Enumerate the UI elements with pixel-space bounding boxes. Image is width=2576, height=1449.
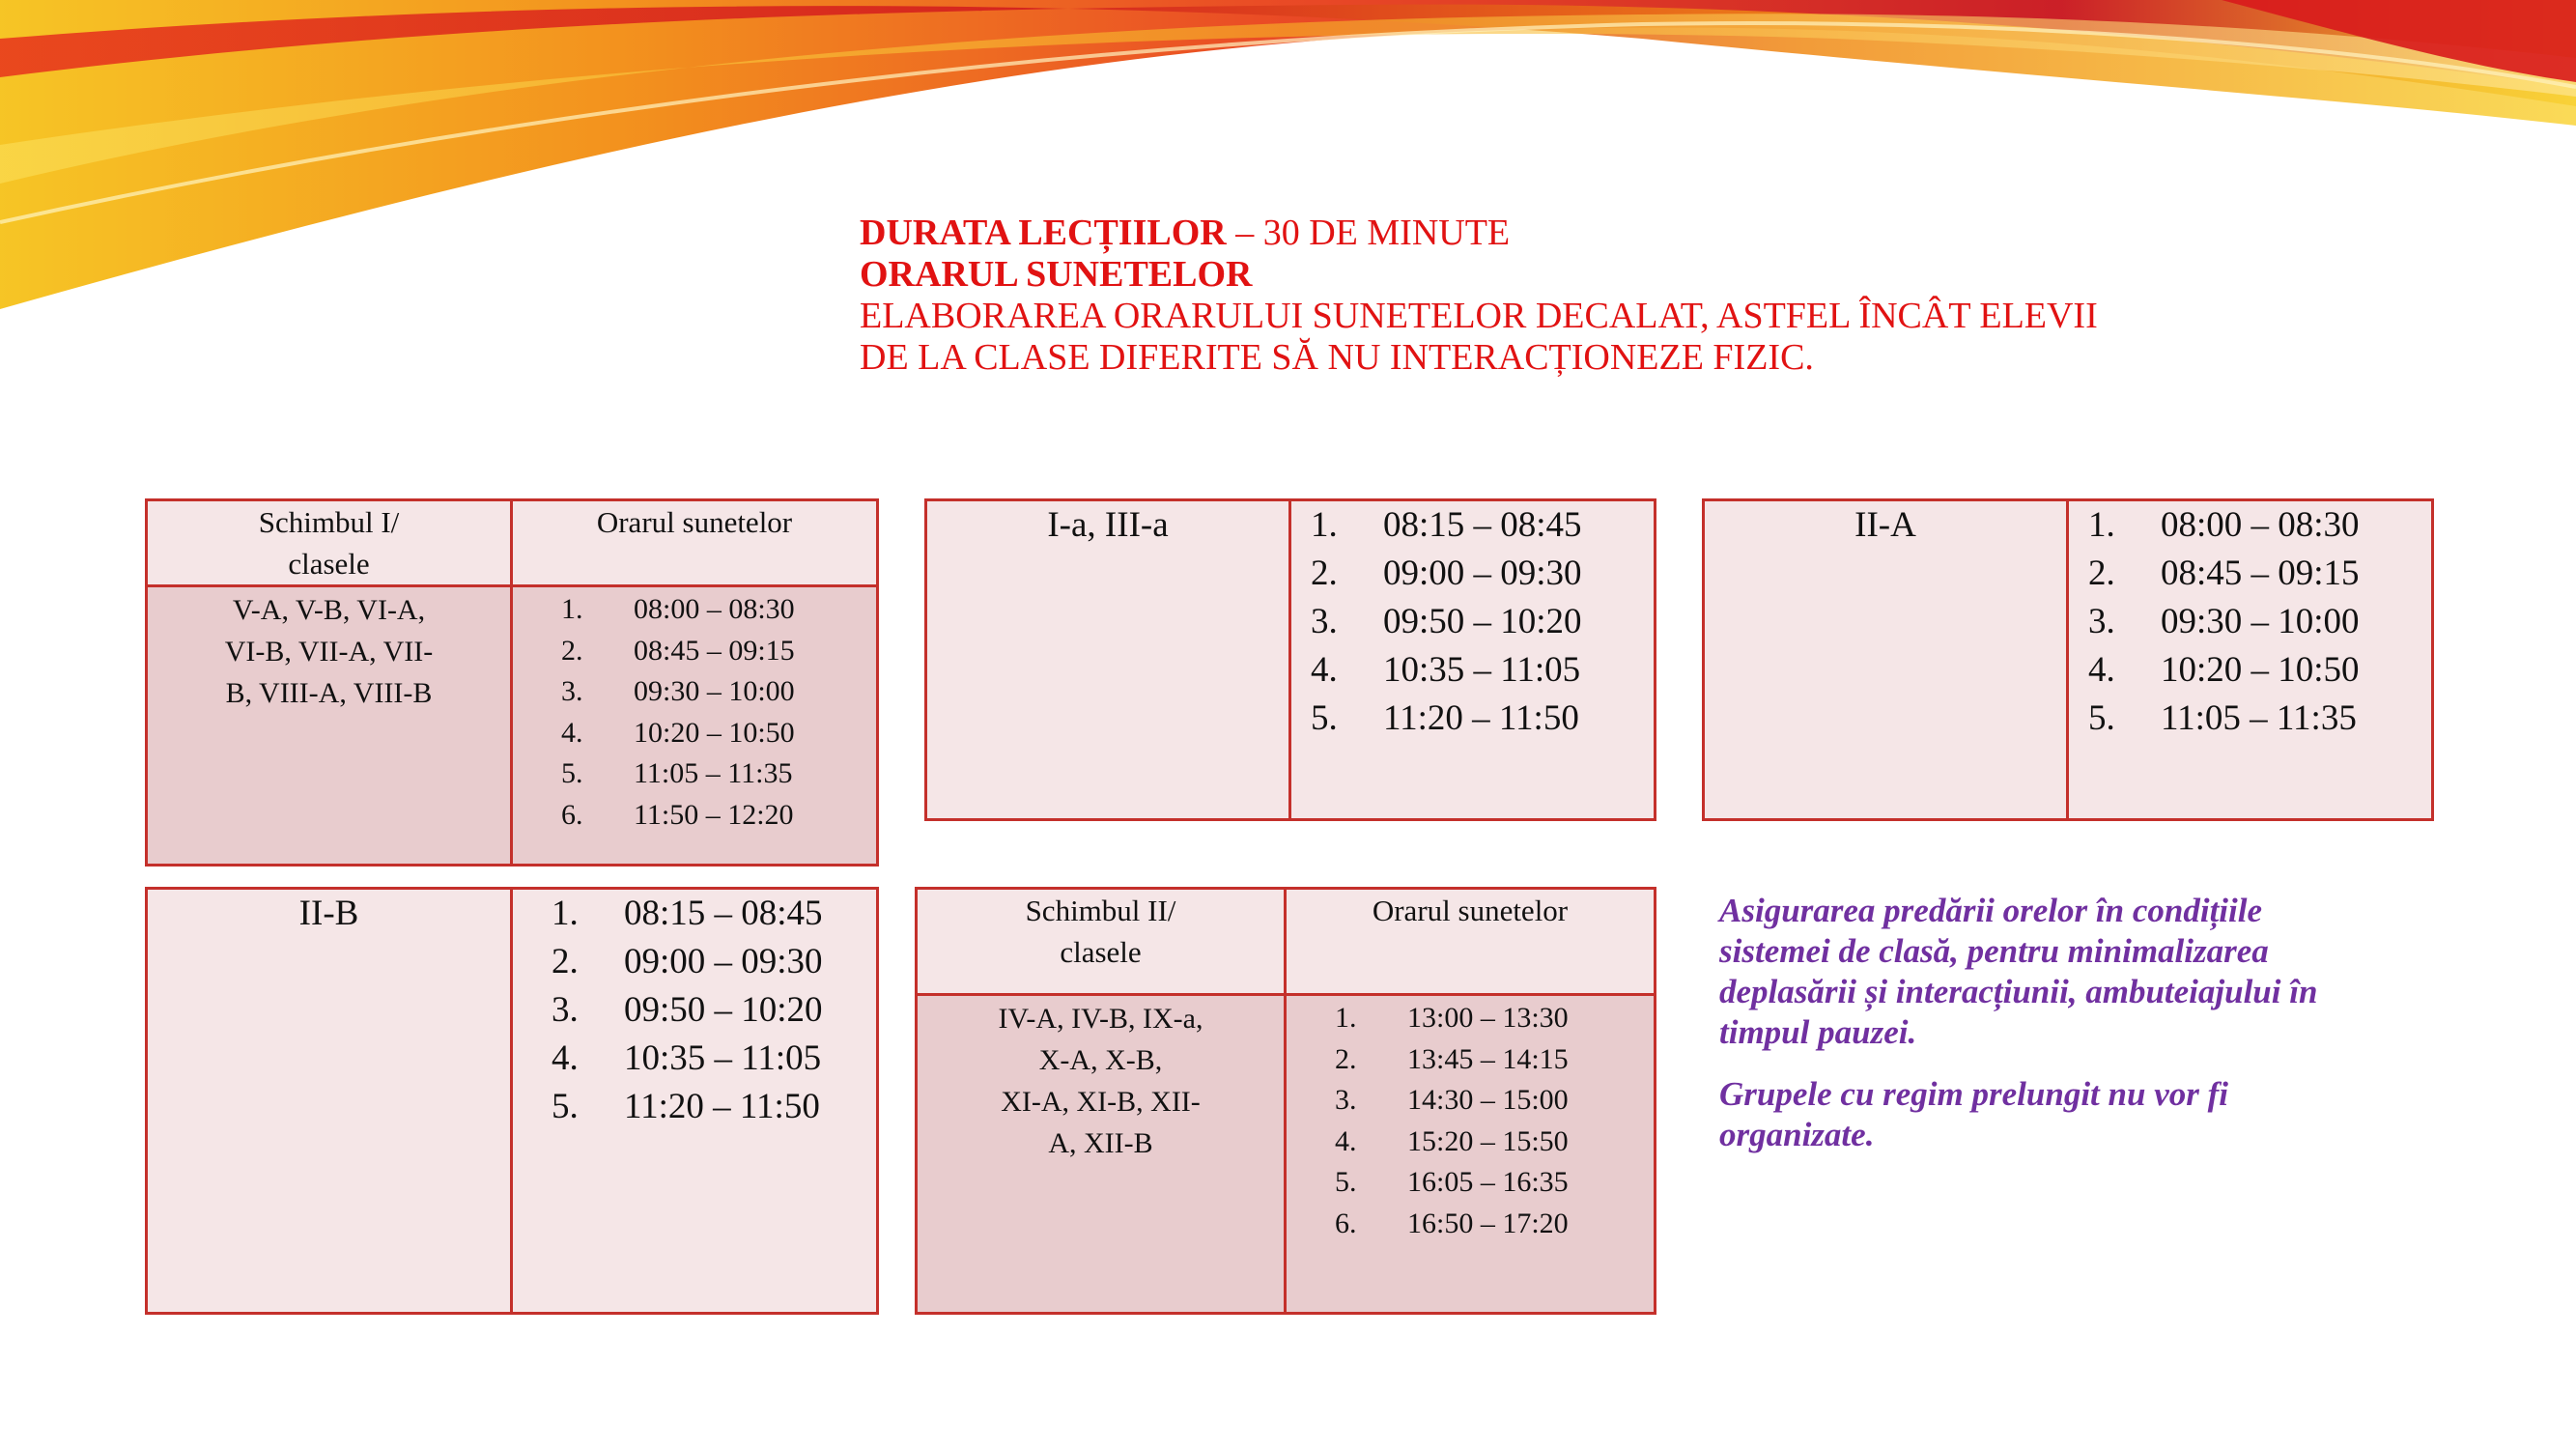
- shift2-header-subtitle: clasele: [1060, 935, 1142, 969]
- time-item: 4. 10:35 – 11:05: [1311, 650, 1581, 690]
- shift1-header-subtitle: clasele: [288, 547, 370, 581]
- heading-duration-value: – 30 DE MINUTE: [1226, 213, 1511, 253]
- shift1-classes-line: VI-B, VII-A, VII-: [224, 636, 434, 668]
- group-1a-3a-label-cell: [926, 500, 1290, 820]
- shift2-classes-line: XI-A, XI-B, XII-: [1001, 1086, 1201, 1118]
- shift2-table: [915, 887, 1656, 1315]
- note-line: deplasării și interacțiunii, ambuteiajului în: [1719, 973, 2318, 1010]
- shift2-classes-cell: [917, 995, 1286, 1314]
- shift2-header-classes: [917, 889, 1286, 995]
- time-item: 4. 10:20 – 10:50: [2088, 650, 2360, 690]
- group-2a-table: [1702, 498, 2434, 821]
- group-2b-table: [145, 887, 879, 1315]
- shift1-classes-cell: [147, 586, 512, 866]
- time-item: 5. 16:05 – 16:35: [1335, 1166, 1569, 1198]
- notes-block: [1719, 891, 2415, 1177]
- shift1-header-title: Schimbul I/: [258, 505, 400, 539]
- shift1-table: [145, 498, 879, 867]
- time-item: 2. 08:45 – 09:15: [561, 634, 795, 667]
- time-item: 3. 09:30 – 10:00: [561, 675, 795, 707]
- note-line: organizate.: [1719, 1116, 1875, 1153]
- note-line: sistemei de clasă, pentru minimalizarea: [1719, 932, 2269, 970]
- time-item: 2. 09:00 – 09:30: [1311, 554, 1582, 593]
- time-item: 3. 09:50 – 10:20: [1311, 602, 1582, 641]
- shift1-times-cell: [512, 586, 878, 866]
- group-1a-3a-times-cell: [1290, 500, 1656, 820]
- note-paragraph-1: [1719, 891, 2415, 1053]
- time-item: 6. 16:50 – 17:20: [1335, 1207, 1569, 1239]
- time-item: 3. 09:50 – 10:20: [552, 990, 823, 1030]
- note-line: Grupele cu regim prelungit nu vor fi: [1719, 1075, 2228, 1113]
- shift1-classes-line: V-A, V-B, VI-A,: [232, 594, 426, 626]
- note-line: timpul pauzei.: [1719, 1013, 1917, 1051]
- shift1-header-schedule-label: Orarul sunetelor: [596, 505, 793, 539]
- time-item: 4. 15:20 – 15:50: [1335, 1124, 1569, 1157]
- time-item: 1. 13:00 – 13:30: [1335, 1002, 1569, 1034]
- group-1a-3a-table: [924, 498, 1656, 821]
- note-paragraph-2: [1719, 1074, 2415, 1155]
- time-item: 3. 09:30 – 10:00: [2088, 602, 2360, 641]
- shift2-classes-line: A, XII-B: [1048, 1127, 1153, 1159]
- group-2b-label: II-B: [298, 894, 359, 933]
- group-1a-3a-label: I-a, III-a: [1047, 505, 1169, 545]
- time-item: 6. 11:50 – 12:20: [561, 798, 794, 831]
- shift1-header-classes: [147, 500, 512, 586]
- time-item: 5. 11:05 – 11:35: [2088, 698, 2357, 738]
- shift2-header-schedule-label: Orarul sunetelor: [1372, 894, 1569, 927]
- heading-description-line2: DE LA CLASE DIFERITE SĂ NU INTERACȚIONEZE FIZIC.: [860, 337, 1814, 378]
- time-item: 2. 09:00 – 09:30: [552, 942, 823, 981]
- group-2a-times-cell: [2068, 500, 2433, 820]
- time-item: 3. 14:30 – 15:00: [1335, 1084, 1569, 1116]
- time-item: 1. 08:15 – 08:45: [1311, 505, 1582, 545]
- shift2-classes-line: X-A, X-B,: [1038, 1044, 1163, 1076]
- shift2-header-title: Schimbul II/: [1025, 894, 1176, 927]
- time-item: 4. 10:35 – 11:05: [552, 1038, 822, 1078]
- time-item: 5. 11:05 – 11:35: [561, 757, 793, 789]
- group-2a-label-cell: [1704, 500, 2068, 820]
- slide-heading: [860, 213, 2212, 379]
- time-item: 5. 11:20 – 11:50: [552, 1087, 820, 1126]
- shift1-header-schedule: [512, 500, 878, 586]
- time-item: 2. 13:45 – 14:15: [1335, 1042, 1569, 1075]
- time-item: 5. 11:20 – 11:50: [1311, 698, 1579, 738]
- time-item: 1. 08:00 – 08:30: [2088, 505, 2360, 545]
- time-item: 2. 08:45 – 09:15: [2088, 554, 2360, 593]
- shift2-header-schedule: [1286, 889, 1656, 995]
- note-line: Asigurarea predării orelor în condițiile: [1719, 892, 2262, 929]
- shift1-classes-line: B, VIII-A, VIII-B: [225, 677, 433, 709]
- shift2-times-cell: [1286, 995, 1656, 1314]
- heading-schedule-title: ORARUL SUNETELOR: [860, 254, 1253, 295]
- shift2-classes-line: IV-A, IV-B, IX-a,: [998, 1003, 1203, 1035]
- group-2a-label: II-A: [1854, 505, 1916, 545]
- time-item: 1. 08:15 – 08:45: [552, 894, 823, 933]
- group-2b-label-cell: [147, 889, 512, 1314]
- group-2b-times-cell: [512, 889, 878, 1314]
- heading-duration-label: DURATA LECȚIILOR: [860, 213, 1227, 253]
- heading-description-line1: ELABORAREA ORARULUI SUNETELOR DECALAT, ASTFEL ÎNCÂT ELEVII: [860, 296, 2098, 336]
- time-item: 4. 10:20 – 10:50: [561, 716, 795, 749]
- time-item: 1. 08:00 – 08:30: [561, 593, 795, 625]
